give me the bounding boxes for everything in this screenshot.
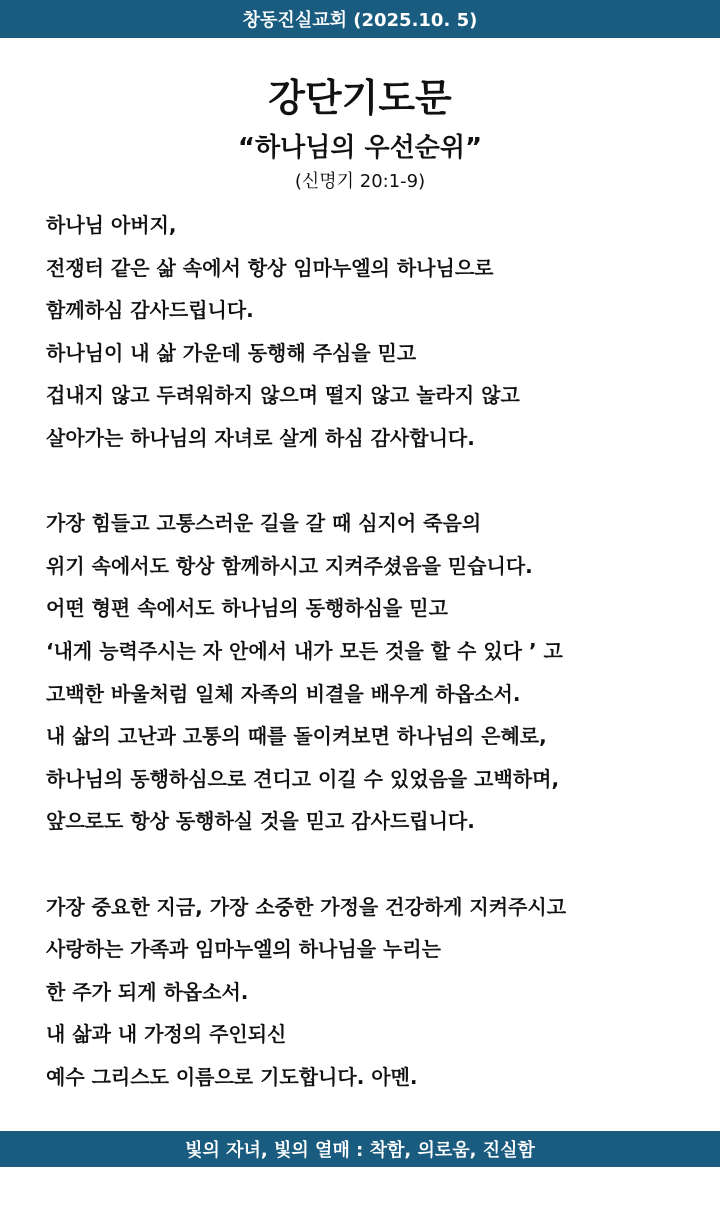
prayer-line: 가장 중요한 지금, 가장 소중한 가정을 건강하게 지켜주시고 <box>46 894 567 919</box>
prayer-line: 위기 속에서도 항상 함께하시고 지켜주셨음을 믿습니다. <box>46 553 533 578</box>
page-title: 강단기도문 <box>268 76 452 120</box>
prayer-line: 내 삶과 내 가정의 주인되신 <box>46 1022 287 1047</box>
prayer-line: 함께하심 감사드립니다. <box>46 298 254 323</box>
prayer-line: 하나님의 동행하심으로 견디고 이길 수 있었음을 고백하며, <box>46 766 560 791</box>
scripture-reference: (신명기 20:1-9) <box>294 171 426 192</box>
footer-bar <box>0 1131 720 1167</box>
prayer-line: 전쟁터 같은 삶 속에서 항상 임마누엘의 하나님으로 <box>46 255 494 280</box>
paragraph-gap <box>46 843 706 886</box>
header-bar <box>0 0 720 38</box>
prayer-line: 내 삶의 고난과 고통의 때를 돌이켜보면 하나님의 은혜로, <box>46 724 547 749</box>
prayer-body <box>46 204 706 1098</box>
prayer-line: 겁내지 않고 두려워하지 않으며 떨지 않고 놀라지 않고 <box>46 383 520 408</box>
prayer-line: 가장 힘들고 고통스러운 길을 갈 때 심지어 죽음의 <box>46 511 482 536</box>
prayer-line: 하나님 아버지, <box>46 213 177 237</box>
prayer-line: 예수 그리스도 이름으로 기도합니다. 아멘. <box>46 1064 418 1089</box>
prayer-line: 살아가는 하나님의 자녀로 살게 하심 감사합니다. <box>46 425 475 450</box>
prayer-line: ‘내게 능력주시는 자 안에서 내가 모든 것을 할 수 있다 ’ 고 <box>46 638 563 663</box>
prayer-line: 고백한 바울처럼 일체 자족의 비결을 배우게 하옵소서. <box>46 681 521 706</box>
church-date-label: 창동진실교회 (2025.10. 5) <box>242 10 478 31</box>
prayer-line: 어떤 형편 속에서도 하나님의 동행하심을 믿고 <box>46 596 448 621</box>
prayer-subtitle: “하나님의 우선순위” <box>237 133 483 163</box>
prayer-line: 하나님이 내 삶 가운데 동행해 주심을 믿고 <box>46 340 417 365</box>
paragraph-gap <box>46 460 706 503</box>
footer-motto: 빛의 자녀, 빛의 열매 : 착함, 의로움, 진실함 <box>185 1140 535 1161</box>
prayer-line: 한 주가 되게 하옵소서. <box>46 979 249 1004</box>
prayer-line: 앞으로도 항상 동행하실 것을 믿고 감사드립니다. <box>46 809 475 834</box>
prayer-line: 사랑하는 가족과 임마누엘의 하나님을 누리는 <box>46 937 441 962</box>
